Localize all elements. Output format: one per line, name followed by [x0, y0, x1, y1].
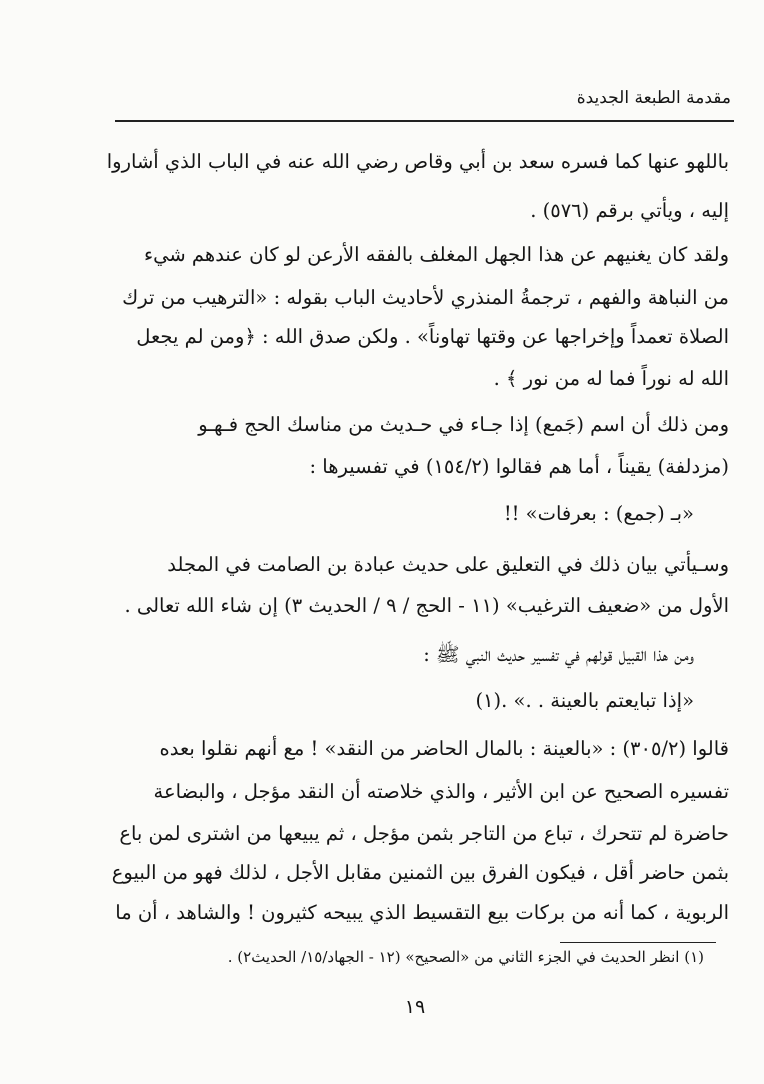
paragraph-line: ومن هذا القبيل قولهم في تفسير حديث النبي ﷺ :: [423, 643, 694, 666]
body-line: الله له نوراً فما له من نور ﴾ .: [493, 367, 729, 390]
header-rule: [115, 120, 734, 122]
paragraph-line: وسـيأتي بيان ذلك في التعليق على حديث عبادة بن الصامت في المجلد: [167, 553, 729, 576]
body-line: بثمن حاضر أقل ، فيكون الفرق بين الثمنين مقابل الأجل ، لذلك فهو من البيوع: [111, 861, 729, 884]
body-line: الربوية ، كما أنه من بركات بيع التقسيط الذي يبيحه كثيرون ! والشاهد ، أن ما: [115, 901, 729, 924]
body-line: تفسيره الصحيح عن ابن الأثير ، والذي خلاصته أن النقد مؤجل ، والبضاعة: [153, 780, 729, 803]
quote-line: «بـ (جمع) : بعرفات» !!: [503, 502, 694, 525]
paragraph-line: ولقد كان يغنيهم عن هذا الجهل المغلف بالفقه الأرعن لو كان عندهم شيء: [143, 243, 729, 266]
running-header-title: مقدمة الطبعة الجديدة: [576, 88, 731, 108]
quote-line: «إذا تبايعتم بالعينة . .» .(١): [475, 689, 694, 712]
body-line: من النباهة والفهم ، ترجمةُ المنذري لأحاديث الباب بقوله : «الترهيب من ترك: [122, 286, 729, 309]
body-line: إليه ، ويأتي برقم (٥٧٦) .: [530, 199, 729, 222]
footnote-rule: [560, 942, 716, 943]
body-line: (مزدلفة) يقيناً ، أما هم فقالوا (١٥٤/٢) في تفسيرها :: [309, 455, 729, 478]
footnote: (١) انظر الحديث في الجزء الثاني من «الصحيح» (١٢ - الجهاد/١٥/ الحديث٢) .: [227, 948, 704, 966]
paragraph-line: قالوا (٣٠٥/٢) : «بالعينة : بالمال الحاضر من النقد» ! مع أنهم نقلوا بعده: [159, 737, 729, 760]
body-line: الصلاة تعمداً وإخراجها عن وقتها تهاوناً» . ولكن صدق الله : ﴿ومن لم يجعل: [136, 325, 729, 348]
body-line: الأول من «ضعيف الترغيب» (١١ - الحج / ٩ / الحديث ٣) إن شاء الله تعالى .: [124, 594, 729, 617]
body-line: باللهو عنها كما فسره سعد بن أبي وقاص رضي الله عنه في الباب الذي أشاروا: [106, 150, 729, 173]
paragraph-line: ومن ذلك أن اسم (جَمع) إذا جـاء في حـديث من مناسك الحج فـهـو: [198, 413, 729, 436]
page-number: ١٩: [404, 996, 426, 1018]
body-line: حاضرة لم تتحرك ، تباع من التاجر بثمن مؤجل ، ثم يبيعها من اشترى لمن باع: [119, 822, 729, 845]
